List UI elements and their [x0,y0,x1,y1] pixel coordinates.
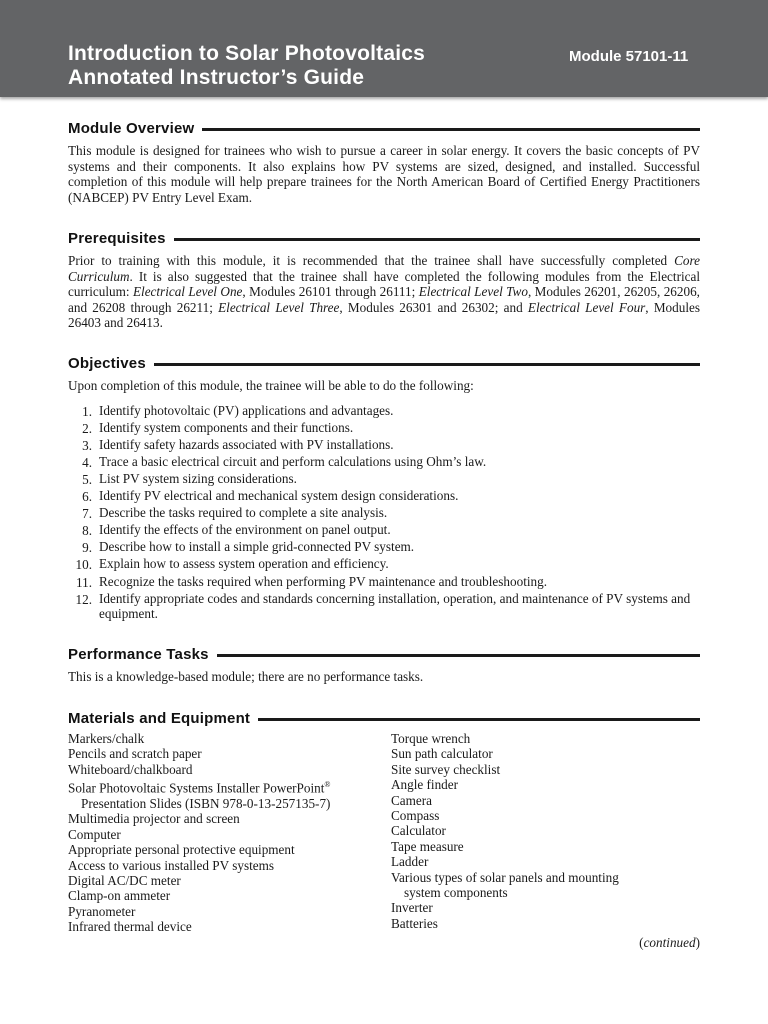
material-item: Angle finder [391,777,459,793]
material-item: Clamp-on ammeter [68,888,171,904]
objective-item [68,471,700,488]
prereq-electrical-level-one: Electrical Level One [132,284,243,300]
objectives-heading: Objectives [68,354,146,372]
material-item: Various types of solar panels and mounting [391,869,619,885]
material-item: Tape measure [391,838,464,854]
material-item: Site survey checklist [391,761,501,777]
objective-item [68,437,700,454]
title-line-1: Introduction to Solar Photovoltaics [68,42,426,65]
performance-heading: Performance Tasks [68,645,209,663]
objective-text: List PV system sizing considerations. [99,470,297,486]
objective-text: Identify appropriate codes and standards concerning installation, operation, and maintenance of PV systems and equipment. [99,590,691,622]
objective-item [68,539,700,556]
objective-number: 10. [75,557,92,573]
material-item: Computer [68,826,121,842]
materials-section [68,708,700,935]
objective-text: Identify PV electrical and mechanical system design considerations. [99,488,459,504]
objective-text: Describe how to install a simple grid-connected PV system. [99,539,415,555]
objective-number: 3. [82,437,92,453]
objectives-section [68,353,700,623]
objective-item [68,454,700,471]
material-item: Access to various installed PV systems [68,857,274,873]
materials-right-column [391,731,700,935]
objective-item [68,403,700,420]
objective-number: 6. [82,489,92,505]
section-heading [68,644,700,664]
prereq-text-3: , Modules 26101 through 26111; [242,284,419,300]
objective-number: 1. [82,403,92,419]
section-heading [68,118,700,138]
material-item: Ladder [391,854,429,870]
materials-heading: Materials and Equipment [68,709,251,727]
material-item: system components [404,885,508,901]
objective-item [68,591,700,624]
objectives-intro: Upon completion of this module, the trainee will be able to do the following: [68,378,474,393]
section-heading [68,353,700,373]
material-item: Torque wrench [391,731,471,746]
material-item: Solar Photovoltaic Systems Installer PowerPoint® [68,780,331,796]
material-item: Pencils and scratch paper [68,746,202,762]
objective-item [68,488,700,505]
objective-text: Identify safety hazards associated with PV installations. [99,436,394,452]
prereq-text-6: , Modules 26403 and 26413. [68,299,700,331]
material-item: Sun path calculator [391,746,493,762]
material-item: Camera [391,792,433,808]
objective-text: Identify the effects of the environment on panel output. [99,522,391,538]
heading-rule [202,128,700,131]
objectives-list [68,403,700,624]
material-item: Appropriate personal protective equipment [68,842,295,858]
objective-number: 8. [82,523,92,539]
material-item: Multimedia projector and screen [68,811,240,827]
material-item: Whiteboard/chalkboard [68,761,193,777]
material-item: Infrared thermal device [68,919,192,935]
prerequisites-heading: Prerequisites [68,229,166,247]
objective-number: 2. [82,420,92,436]
heading-rule [217,654,700,657]
objective-text: Trace a basic electrical circuit and perform calculations using Ohm’s law. [99,453,487,469]
objective-text: Identify photovoltaic (PV) applications and advantages. [99,402,394,418]
prereq-electrical-level-three: Electrical Level Three [218,299,340,315]
prereq-text-1: Prior to training with this module, it is recommended that the trainee shall have successfully completed [68,253,675,268]
objective-number: 5. [82,471,92,487]
title-banner [0,0,768,97]
continued-text: continued [643,935,696,950]
heading-rule [258,718,700,721]
materials-columns [68,731,700,935]
objective-text: Identify system components and their functions. [99,419,354,435]
section-heading [68,228,700,248]
material-item: Pyranometer [68,903,136,919]
prereq-text-5: , Modules 26301 and 26302; and [339,299,528,315]
objective-item [68,522,700,539]
overview-text: This module is designed for trainees who wish to pursue a career in solar energy. It covers the basic concepts of PV systems and their components. It also explains how PV systems are sized, designed, and installed. Successful completion of this module will help prepare trainees for the North American Board of Certified Energy Practitioners (NABCEP) PV Entry Level Exam. [68,143,700,205]
objective-item [68,574,700,591]
material-item: Calculator [391,823,446,839]
objective-item [68,420,700,437]
objective-item [68,505,700,522]
objective-item [68,556,700,573]
prereq-electrical-level-four: Electrical Level Four [527,299,646,315]
prereq-electrical-level-two: Electrical Level Two [418,284,528,300]
objective-text: Describe the tasks required to complete a site analysis. [99,505,388,521]
heading-rule [154,363,700,366]
continued-note: (continued) [639,935,700,950]
material-item: Compass [391,808,440,824]
objective-number: 11. [76,574,92,590]
overview-heading: Module Overview [68,119,195,137]
objective-number: 12. [75,591,92,607]
objective-number: 9. [82,540,92,556]
title-line-2: Annotated Instructor’s Guide [68,66,365,89]
prereq-core-curriculum: Core Curriculum [68,253,700,284]
document-title [68,42,425,90]
materials-left-column [68,731,391,935]
performance-text: This is a knowledge-based module; there are no performance tasks. [68,669,424,684]
prerequisites-section [68,228,700,331]
objective-text: Explain how to assess system operation and efficiency. [99,556,389,572]
prereq-text-4: , Modules 26201, 26205, 26206, and 26208 through 26211; [68,284,700,315]
material-item: Presentation Slides (ISBN 978-0-13-257135-7) [81,796,331,812]
objective-number: 4. [82,454,92,470]
performance-tasks-section [68,644,700,685]
prerequisites-text [68,253,700,331]
material-item: Batteries [391,915,438,931]
objective-text: Recognize the tasks required when performing PV maintenance and troubleshooting. [99,573,548,589]
module-overview-section [68,118,700,205]
material-item: Markers/chalk [68,731,145,746]
objective-number: 7. [82,506,92,522]
prereq-text-2: . It is also suggested that the trainee shall have completed the following modules from the Electrical curriculum: [68,268,700,300]
module-number: Module 57101-11 [569,48,689,65]
section-heading [68,708,700,728]
material-item: Digital AC/DC meter [68,873,181,889]
material-item: Inverter [391,900,433,916]
heading-rule [174,238,700,241]
